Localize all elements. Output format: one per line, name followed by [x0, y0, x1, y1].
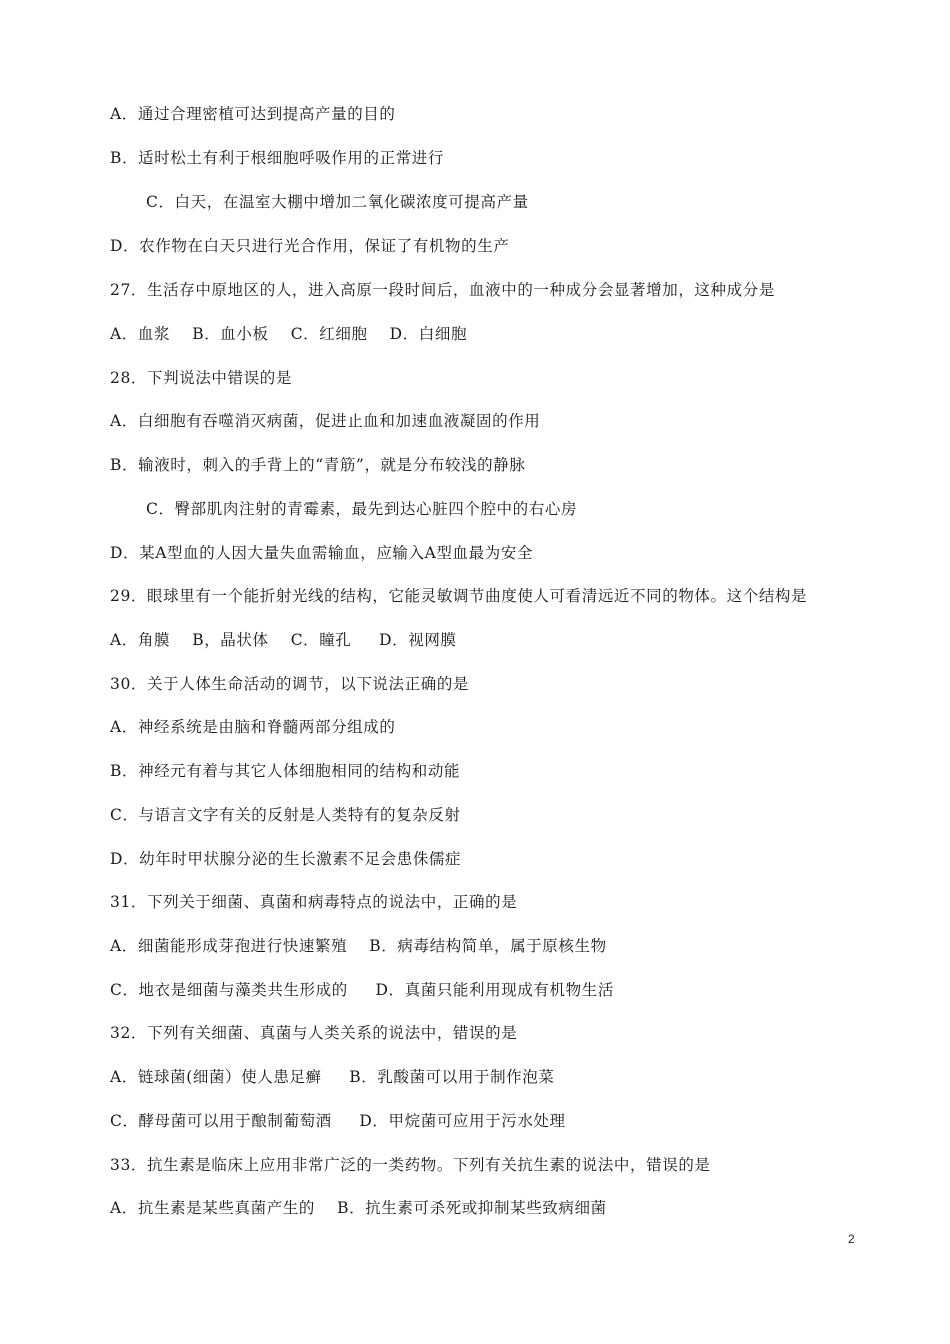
- question-31: 31．下列关于细菌、真菌和病毒特点的说法中，正确的是: [110, 893, 518, 911]
- question-33: 33．抗生素是临床上应用非常广泛的一类药物。下列有关抗生素的说法中，错误的是: [110, 1156, 711, 1174]
- answer-option: C．臀部肌肉注射的青霉素，最先到达心脏四个腔中的右心房: [146, 500, 578, 518]
- answer-option: A．白细胞有吞噬消灭病菌，促进止血和加速血液凝固的作用: [110, 412, 541, 430]
- answer-options-row: A．角膜 B，晶状体 C．瞳孔 D．视网膜: [110, 631, 457, 649]
- question-28: 28．下判说法中错误的是: [110, 369, 292, 387]
- answer-option: A．神经系统是由脑和脊髓两部分组成的: [110, 718, 396, 736]
- answer-option: B．输液时，刺入的手背上的“青筋”，就是分布较浅的静脉: [110, 456, 526, 474]
- question-30: 30．关于人体生命活动的调节，以下说法正确的是: [110, 675, 470, 693]
- page-number: 2: [848, 1232, 855, 1246]
- answer-option: B．适时松土有利于根细胞呼吸作用的正常进行: [110, 149, 444, 167]
- answer-option: D．某A型血的人因大量失血需输血，应输入A型血最为安全: [110, 544, 534, 562]
- question-27: 27．生活存中原地区的人，进入高原一段时间后，血液中的一种成分会显著增加，这种成分是: [110, 281, 775, 299]
- answer-options-row: A．血浆 B．血小板 C．红细胞 D．白细胞: [110, 325, 468, 343]
- answer-option: A．通过合理密植可达到提高产量的目的: [110, 105, 396, 123]
- answer-options-row: A．链球菌(细菌）使人患足癣 B．乳酸菌可以用于制作泡菜: [110, 1068, 555, 1086]
- answer-option: C．与语言文字有关的反射是人类特有的复杂反射: [110, 806, 461, 824]
- answer-option: C．白天，在温室大棚中增加二氧化碳浓度可提高产量: [146, 193, 529, 211]
- answer-option: B．神经元有着与其它人体细胞相同的结构和动能: [110, 762, 461, 780]
- question-32: 32．下列有关细菌、真菌与人类关系的说法中，错误的是: [110, 1024, 518, 1042]
- answer-options-row: A．抗生素是某些真菌产生的 B．抗生素可杀死或抑制某些致病细菌: [110, 1199, 607, 1217]
- answer-options-row: C．酵母菌可以用于酿制葡萄酒 D．甲烷菌可应用于污水处理: [110, 1112, 566, 1130]
- answer-options-row: C．地衣是细菌与藻类共生形成的 D．真菌只能利用现成有机物生活: [110, 981, 614, 999]
- answer-option: D．农作物在白天只进行光合作用，保证了有机物的生产: [110, 237, 510, 255]
- question-29: 29．眼球里有一个能折射光线的结构，它能灵敏调节曲度使人可看清远近不同的物体。这个结构是: [110, 587, 808, 605]
- answer-options-row: A．细菌能形成芽孢进行快速繁殖 B．病毒结构简单，属于原核生物: [110, 937, 607, 955]
- answer-option: D．幼年时甲状腺分泌的生长激素不足会患侏儒症: [110, 850, 462, 868]
